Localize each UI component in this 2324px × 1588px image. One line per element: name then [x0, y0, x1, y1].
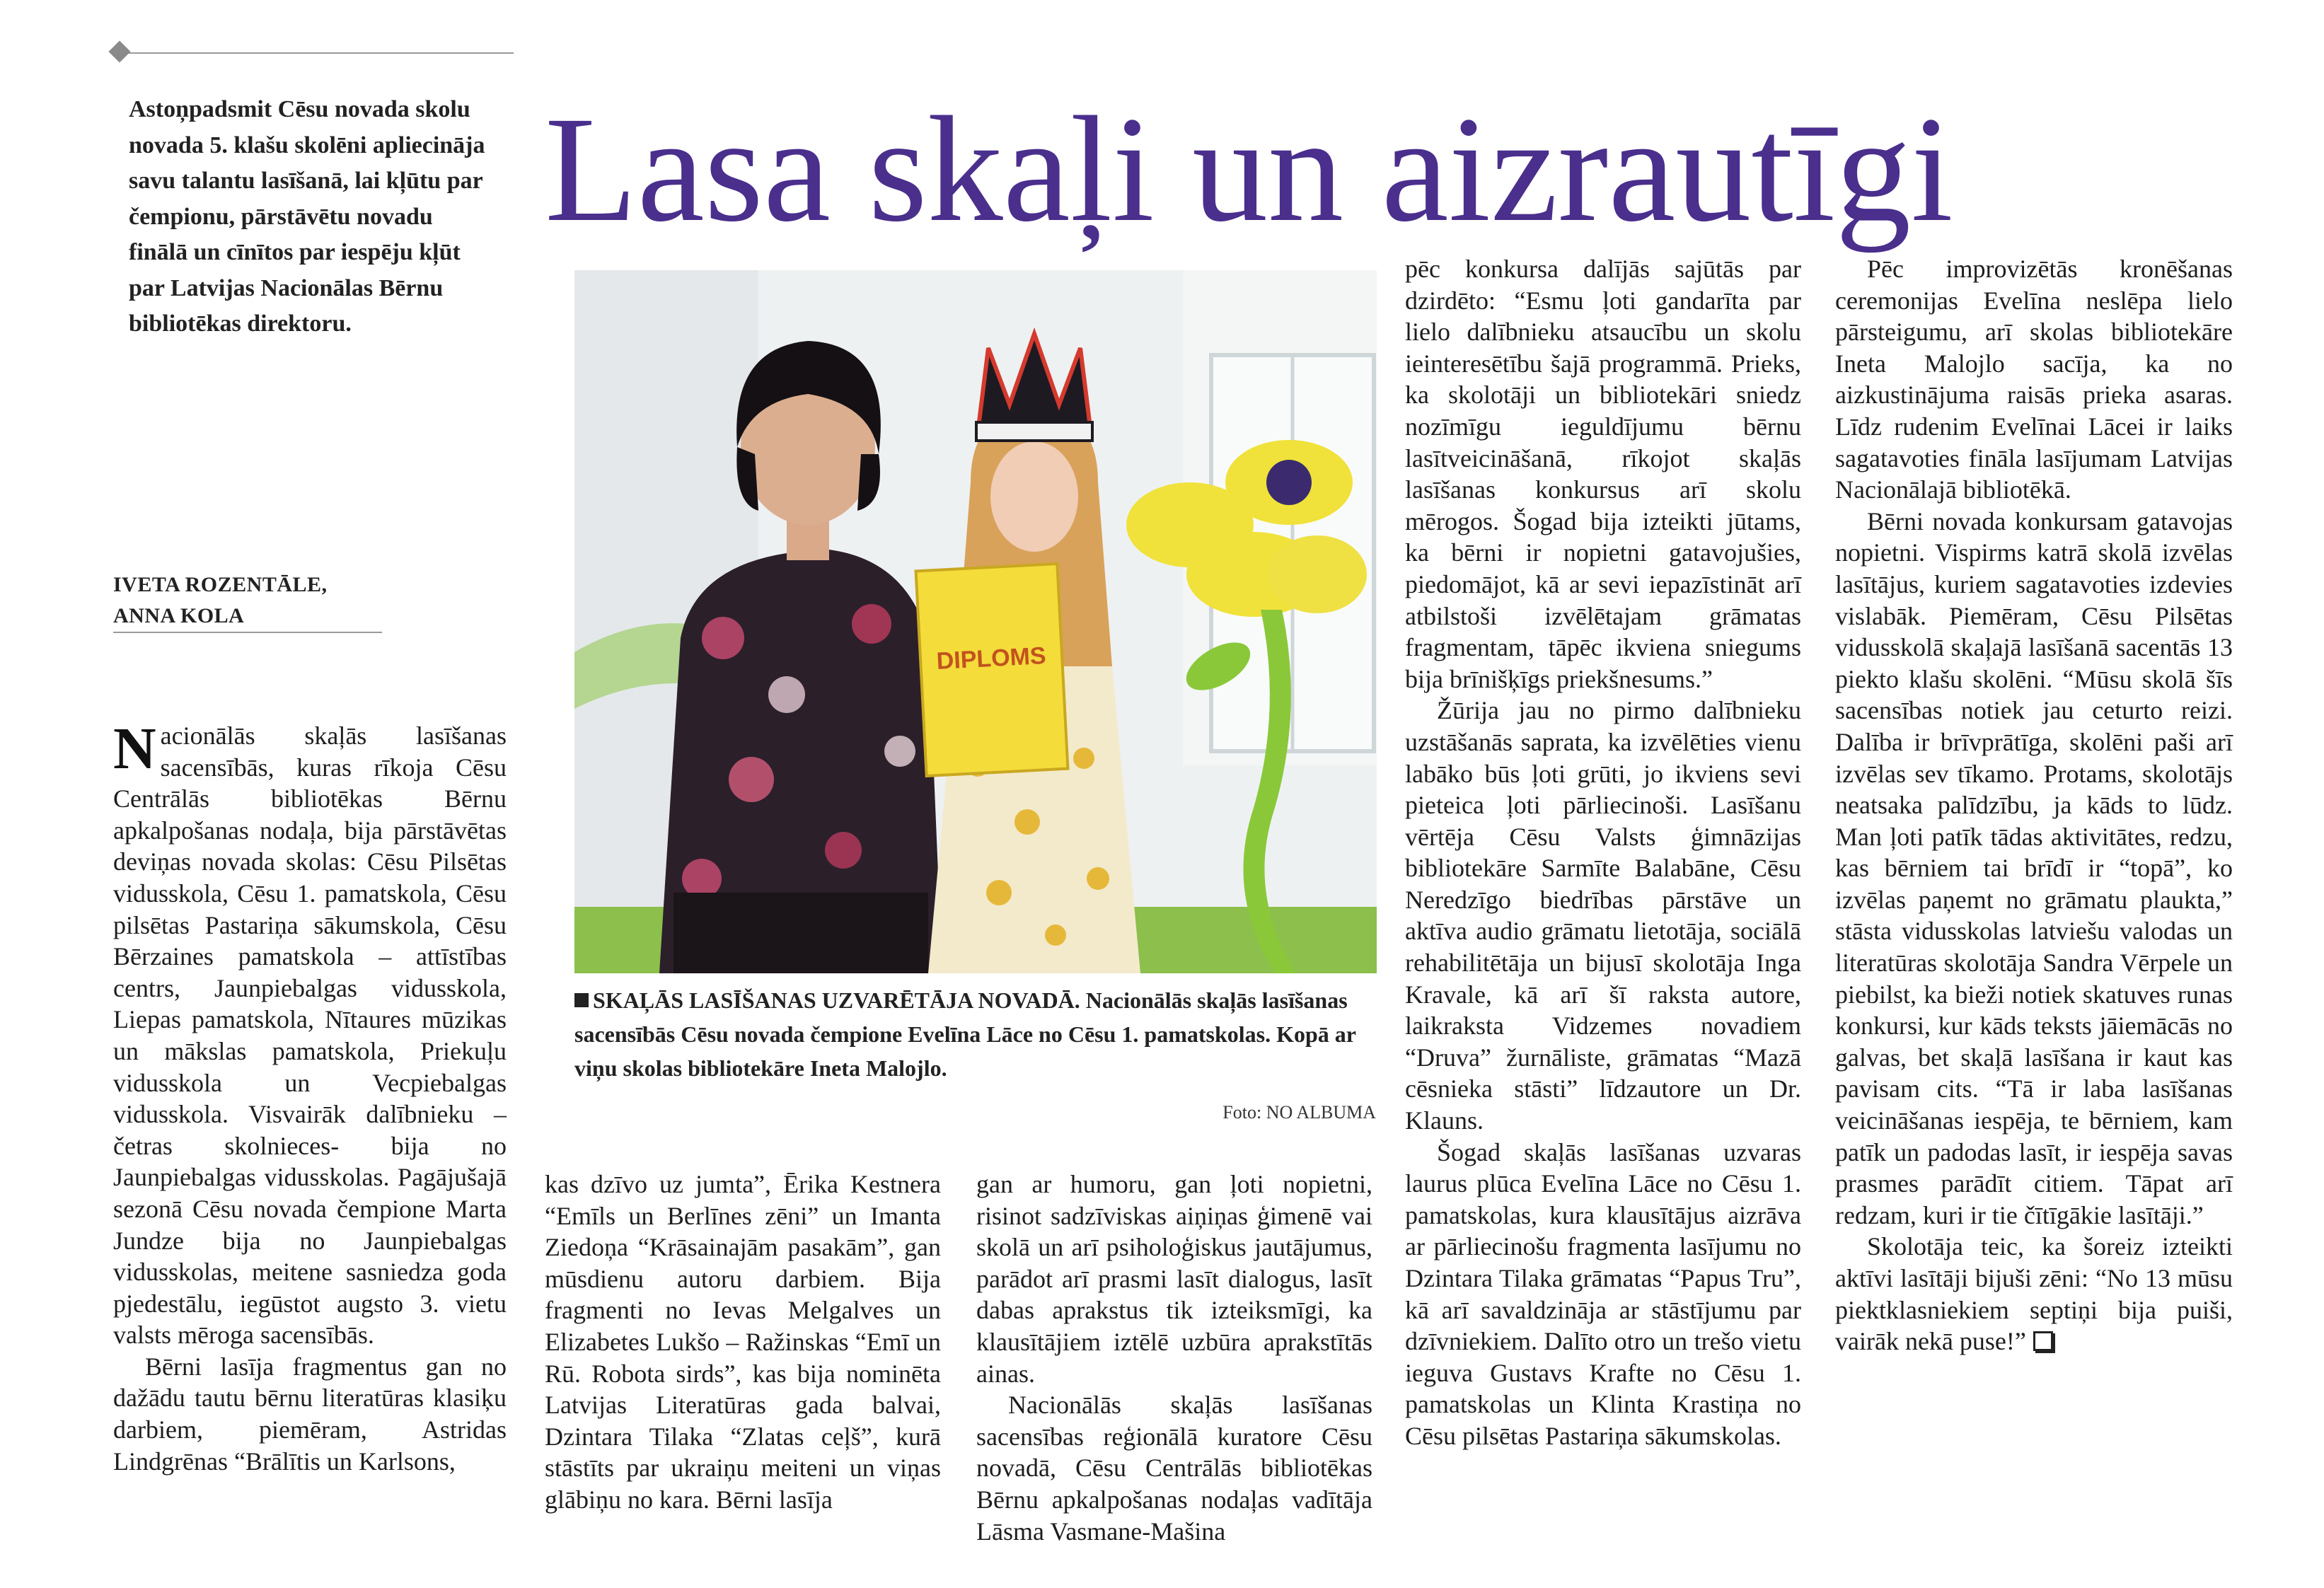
- diamond-icon: [108, 40, 130, 62]
- col1-paragraph-2: Bērni lasīja fragmentus gan no dažādu tautu bērnu literatūras klasiķu darbiem, piemēram, Astridas Lindgrēnas “Brālītis un Karlsons,: [113, 1352, 507, 1476]
- article-photo: [574, 270, 1377, 973]
- lead-paragraph: Astoņpadsmit Cēsu novada skolu novada 5. klašu skolēni apliecināja savu talantu lasīšanā, lai kļūtu par čempionu, pārstāvētu novadu finālā un cīnītos par iespēju kļūt par Latvijas Nacionālas Bērnu bibliotēkas direktoru.: [129, 96, 485, 337]
- col1-paragraph-1: [113, 716, 507, 1351]
- caption-heading: SKAĻĀS LASĪŠANAS UZVARĒTĀJA NOVADĀ.: [593, 987, 1080, 1013]
- body-column-1: [113, 716, 507, 1477]
- caption-text: Nacionālās skaļās lasīšanas sacensībās Cēsu novada čempione Evelīna Lāce no Cēsu 1. pamatskolas. Kopā ar viņu skolas bibliotekāre Ineta Malojlo.: [574, 987, 1356, 1081]
- col5-paragraph-3-text: Skolotāja teic, ka šoreiz izteikti aktīvi lasītāji bijuši zēni: “No 13 mūsu piektklasniekiem septiņi bija puiši, vairāk nekā puse!”: [1835, 1232, 2233, 1356]
- caption-bullet-icon: [574, 993, 589, 1007]
- diploma-text: DIPLOMS: [935, 642, 1047, 676]
- col5-paragraph-2: Bērni novada konkursam gatavojas nopietni. Vispirms katrā skolā izvēlas lasītājus, kuriem sagatavoties izdevies vislabāk. Piemēram, Cēsu Pilsētas vidusskolā skaļajā lasīšanā sacentās 13 piekto klašu skolēni. “Mūsu skolā šīs sacensības notiek jau ceturto reizi. Dalība ir brīvprātīga, skolēni paši arī izvēlas sev tīkamo. Protams, skolotājs neatsaka palīdzību, ja kāds to lūdz. Man ļoti patīk tādas aktivitātes, redzu, kas bērniem tai brīdī ir “topā”, ko izvēlas paņemt no grāmatu plaukta,” stāsta vidusskolas latviešu valodas un literatūras skolotāja Sandra Vērpele un piebilst, ka bieži notiek skatuves runas konkursi, kur kāds teksts jāiemācās no galvas, bet skaļā lasīšana ir kaut kas pavisam cits. “Tā ir laba lasīšanas veicināšanas iespēja, te bērniem, kam patīk un padodas lasīt, ir iespēja savas prasmes parādīt citiem. Tāpat arī redzam, kuri ir tie čītīgākie lasītāji.”: [1835, 506, 2233, 1229]
- photo-credit: Foto: NO ALBUMA: [1222, 1102, 1376, 1123]
- photo-illustration: [574, 270, 1377, 973]
- col4-paragraph-1: pēc konkursa dalījās sajūtās par dzirdēto: “Esmu ļoti gandarīta par lielo dalībnieku atsaucību un skolu ieinteresētību šajā programmā. Prieks, ka skolotāji un bibliotekāri sniedz nozīmīgu ieguldījumu bērnu lasītveicināšanā, rīkojot skaļās lasīšanas konkursus arī skolu mērogos. Šogad bija izteikti jūtams, ka bērni ir nopietni gatavojušies, piedomājot, kā ar sevi iepazīstināt arī atbilstoši izvēlētajam grāmatas fragmentam, tāpēc ikviena sniegums bija brīnišķīgs priekšnesums.”: [1405, 255, 1801, 693]
- col3-paragraph-1: gan ar humoru, gan ļoti nopietni, risinot sadzīviskas aiņiņas ģimenē vai skolā un arī psiholoģiskus jautājumus, parādot arī prasmi lasīt dialogus, lasīt dabas aprakstus tik izteiksmīgi, ka klausītājiem iztēlē uzbūra aprakstītās ainas.: [976, 1170, 1372, 1388]
- body-column-5: [1835, 253, 2233, 1357]
- col3-paragraph-2: Nacionālās skaļās lasīšanas sacensības reģionālā kuratore Cēsu novadā, Cēsu Centrālās bibliotēkas Bērnu apkalpošanas nodaļas vadītāja Lāsma Vasmane-Mašina: [976, 1391, 1372, 1546]
- col5-paragraph-1: Pēc improvizētās kronēšanas ceremonijas Evelīna neslēpa lielo pārsteigumu, arī skolas bibliotekāre Ineta Malojlo sacīja, ka no aizkustinājuma raisās prieka asaras. Līdz rudenim Evelīnai Lācei ir laiks sagatavoties fināla lasījumam Latvijas Nacionālajā bibliotēkā.: [1835, 255, 2233, 504]
- headline: Lasa skaļi un aizrautīgi: [545, 86, 1953, 253]
- body-column-2: [545, 1169, 941, 1516]
- col4-paragraph-2: Žūrija jau no pirmo dalībnieku uzstāšanās saprata, ka izvēlēties vienu labāko būs ļoti grūti, jo ikviens sevi pieteica ļoti pārliecinoši. Lasīšanu vērtēja Cēsu Valsts ģimnāzijas bibliotekāre Sarmīte Balabāne, Cēsu Neredzīgo biedrības pārstāve un aktīva audio grāmatu lietotāja, sociālā rehabilitētāja un bijusī skolotāja Inga Kravale, kā arī šī raksta autore, laikraksta Vidzemes novadiem “Druva” žurnāliste, grāmatas “Mazā cēsnieka stāsti” līdzautore un Dr. Klauns.: [1405, 696, 1801, 1135]
- body-column-4: [1405, 253, 1801, 1452]
- drop-cap: N: [113, 716, 156, 782]
- col4-paragraph-3: Šogad skaļās lasīšanas uzvaras laurus plūca Evelīna Lāce no Cēsu 1. pamatskolas, kura klausītājus aizrāva ar pārliecinošu fragmenta lasījumu no Dzintara Tilaka grāmatas “Papus Tru”, kā arī savaldzināja ar stāstījumu par dzīvniekiem. Dalīto otro un trešo vietu ieguva Gustavs Krafte no Cēsu 1. pamatskolas un Klinta Krastiņa no Cēsu pilsētas Pastariņa sākumskolas.: [1405, 1137, 1801, 1450]
- byline-rule: [113, 632, 382, 633]
- col5-paragraph-3: [1835, 1231, 2233, 1357]
- body-column-3: [976, 1169, 1372, 1547]
- author-2: ANNA KOLA: [113, 604, 245, 627]
- photo-caption: [574, 983, 1377, 1085]
- col1-paragraph-1-text: acionālās skaļās lasīšanas sacensībās, kuras rīkoja Cēsu Centrālās bibliotēkas Bērnu apkalpošanas nodaļa, bija pārstāvētas deviņas novada skolas: Cēsu Pilsētas vidusskola, Cēsu 1. pamatskola, Cēsu pilsētas Pastariņa sākumskola, Cēsu Bērzaines pamatskola – attīstības centrs, Jaunpiebalgas vidusskola, Liepas pamatskola, Nītaures mūzikas un mākslas pamatskola, Priekuļu vidusskola un Vecpiebalgas vidusskola. Visvairāk dalībnieku – četras skolnieces- bija no Jaunpiebalgas vidusskolas. Pagājušajā sezonā Cēsu novada čempione Marta Jundze bija no Jaunpiebalgas vidusskolas, meitene sasniedza goda pjedestālu, iegūstot augsto 3. vietu valsts mēroga sacensībās.: [113, 721, 507, 1350]
- author-byline: [113, 569, 382, 632]
- top-rule: [120, 52, 514, 54]
- end-mark-icon: [2033, 1331, 2053, 1351]
- col2-paragraph-1: kas dzīvo uz jumta”, Ērika Kestnera “Emīls un Berlīnes zēni” un Imanta Ziedoņa “Krāsainajām pasakām”, gan mūsdienu autoru darbiem. Bija fragmenti no Ievas Melgalves un Elizabetes Lukšo – Ražinskas “Emī un Rū. Robota sirds”, kas bija nominēta Latvijas Literatūras gada balvai, Dzintara Tilaka “Zlatas ceļš”, kurā stāstīts par ukraiņu meiteni un viņas glābiņu no kara. Bērni lasīja: [545, 1170, 941, 1514]
- author-1: IVETA ROZENTĀLE,: [113, 573, 328, 596]
